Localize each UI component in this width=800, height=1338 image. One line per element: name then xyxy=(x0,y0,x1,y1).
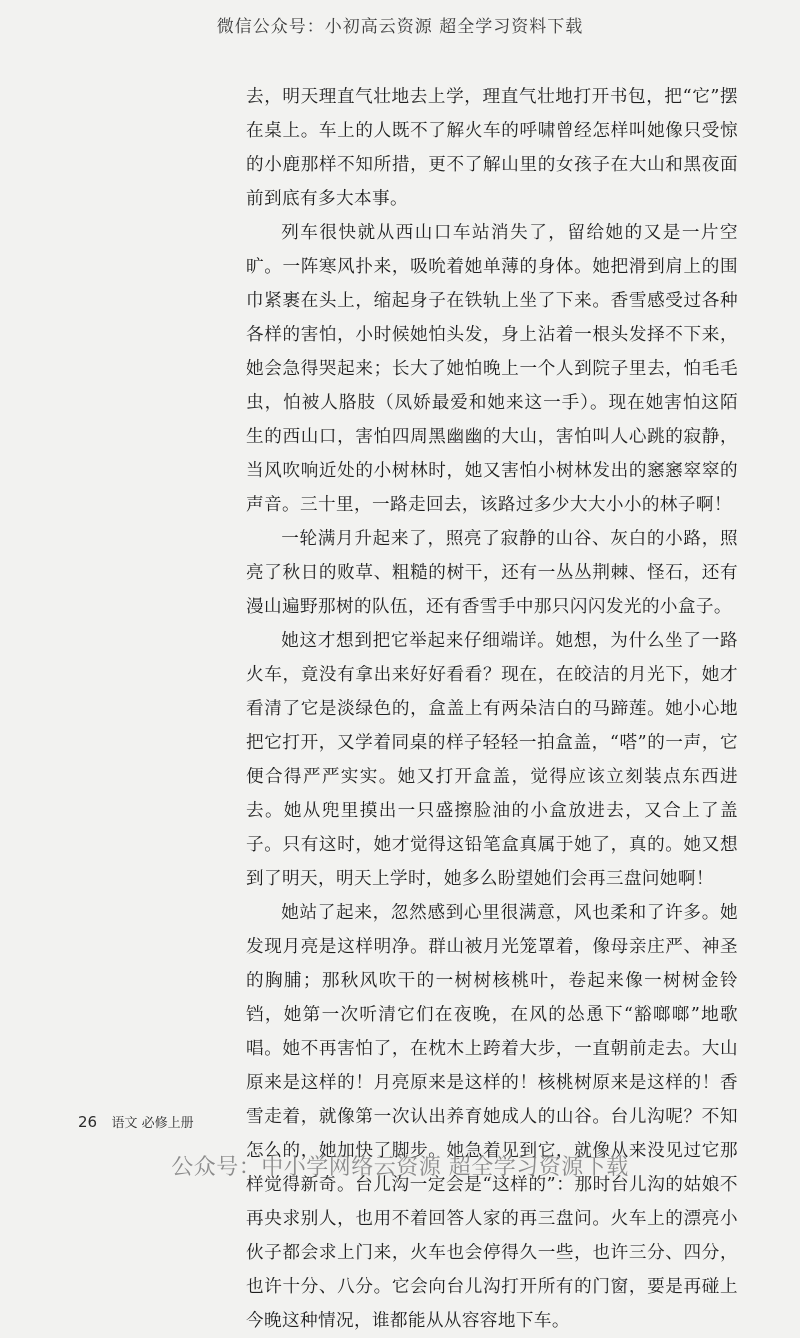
paragraph-3: 一轮满月升起来了，照亮了寂静的山谷、灰白的小路，照亮了秋日的败草、粗糙的树干，还有一丛丛荆棘、怪石，还有漫山遍野那树的队伍，还有香雪手中那只闪闪发光的小盒子。 xyxy=(246,529,738,617)
header-watermark: 微信公众号：小初高云资源 超全学习资料下载 xyxy=(216,17,584,37)
paragraph-4: 她这才想到把它举起来仔细端详。她想，为什么坐了一路火车，竟没有拿出来好好看看？现在，在皎洁的月光下，她才看清了它是淡绿色的，盒盖上有两朵洁白的马蹄莲。她小心地把它打开，又学着同桌的样子轻轻一拍盒盖，“嗒”的一声，它便合得严严实实。她又打开盒盖，觉得应该立刻装点东西进去。她从兜里摸出一只盛擦脸油的小盒放进去，又合上了盖子。只有这时，她才觉得这铅笔盒真属于她了，真的。她又想到了明天，明天上学时，她多么盼望她们会再三盘问她啊！ xyxy=(246,631,738,889)
page-number: 26 xyxy=(78,1113,98,1131)
page-footer xyxy=(78,1112,194,1131)
paragraph-5: 她站了起来，忽然感到心里很满意，风也柔和了许多。她发现月亮是这样明净。群山被月光笼罩着，像母亲庄严、神圣的胸脯；那秋风吹干的一树树核桃叶，卷起来像一树树金铃铛，她第一次听清它们在夜晚，在风的怂恿下“豁啷啷”地歌唱。她不再害怕了，在枕木上跨着大步，一直朝前走去。大山原来是这样的！月亮原来是这样的！核桃树原来是这样的！香雪走着，就像第一次认出养育她成人的山谷。台儿沟呢？不知怎么的，她加快了脚步。她急着见到它，就像从来没见过它那样觉得新奇。台儿沟一定会是“这样的”：那时台儿沟的姑娘不再央求别人，也用不着回答人家的再三盘问。火车上的漂亮小伙子都会求上门来，火车也会停得久一些，也许三分、四分，也许十分、八分。它会向台儿沟打开所有的门窗，要是再碰上今晚这种情况，谁都能从从容容地下车。 xyxy=(246,903,738,1331)
bottom-watermark: 公众号：中小学网络云资源 超全学习资源下载 xyxy=(171,1155,629,1180)
book-label: 语文 必修上册 xyxy=(111,1116,194,1131)
paragraph-2: 列车很快就从西山口车站消失了，留给她的又是一片空旷。一阵寒风扑来，吸吮着她单薄的身体。她把滑到肩上的围巾紧裹在头上，缩起身子在铁轨上坐了下来。香雪感受过各种各样的害怕，小时候她怕头发，身上沾着一根头发择不下来，她会急得哭起来；长大了她怕晚上一个人到院子里去，怕毛毛虫，怕被人胳肢（凤娇最爱和她来这一手）。现在她害怕这陌生的西山口，害怕四周黑幽幽的大山，害怕叫人心跳的寂静，当风吹响近处的小树林时，她又害怕小树林发出的窸窸窣窣的声音。三十里，一路走回去，该路过多少大大小小的林子啊！ xyxy=(246,223,738,515)
paragraph-1: 去，明天理直气壮地去上学，理直气壮地打开书包，把“它”摆在桌上。车上的人既不了解火车的呼啸曾经怎样叫她像只受惊的小鹿那样不知所措，更不了解山里的女孩子在大山和黑夜面前到底有多大本事。 xyxy=(246,87,738,209)
